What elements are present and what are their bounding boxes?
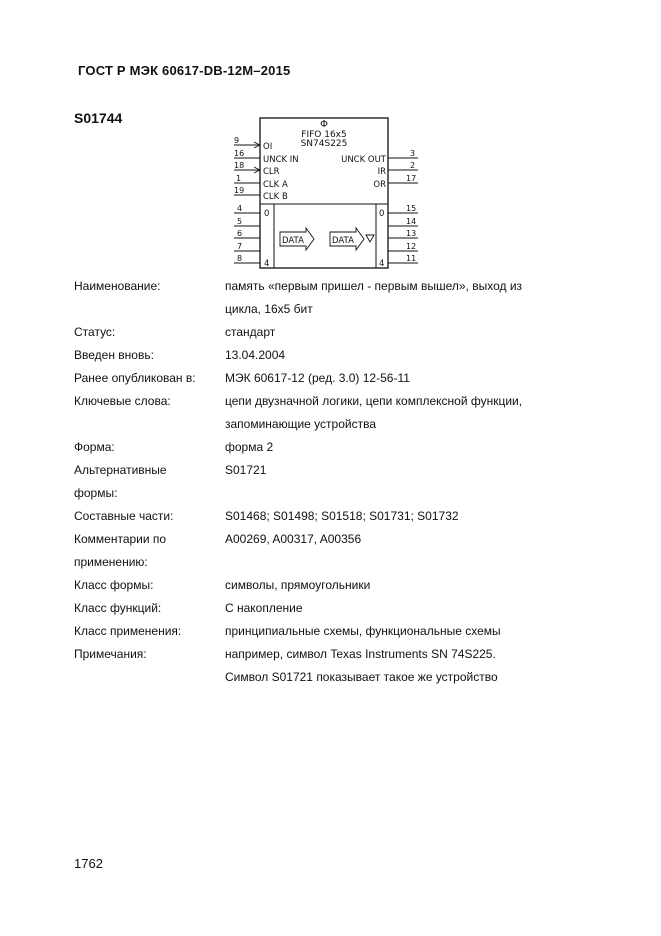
property-row xyxy=(74,574,594,597)
property-label: Альтернативные формы: xyxy=(74,463,167,500)
property-row xyxy=(74,367,594,390)
property-row xyxy=(74,643,594,689)
pin-number: 14 xyxy=(406,217,417,226)
property-label: Введен вновь: xyxy=(74,348,154,362)
data-out-arrow xyxy=(330,228,374,250)
pin-number: 17 xyxy=(406,174,417,183)
data-label: DATA xyxy=(282,236,304,246)
property-row xyxy=(74,275,594,321)
pin-number: 11 xyxy=(406,254,417,263)
property-value: форма 2 xyxy=(225,440,274,454)
property-row xyxy=(74,528,594,574)
property-row xyxy=(74,597,594,620)
property-value: символы, прямоугольники xyxy=(225,578,371,592)
bus-end-label: 4 xyxy=(379,259,385,269)
pin-number: 13 xyxy=(406,229,417,238)
property-value: S01721 xyxy=(225,463,267,477)
symbol-top-mark: Φ xyxy=(320,119,328,130)
bus-start-label: 0 xyxy=(264,209,270,219)
properties-table xyxy=(74,275,594,689)
pin-number: 8 xyxy=(237,254,243,263)
pin-number: 6 xyxy=(237,229,243,238)
pin-number: 4 xyxy=(237,204,243,213)
pin-number: 19 xyxy=(234,186,245,195)
bus-start-label: 0 xyxy=(379,209,385,219)
page-number: 1762 xyxy=(74,856,103,871)
symbol-title-1: FIFO 16x5 xyxy=(301,130,347,140)
property-value: память «первым пришел - первым вышел», выход из цикла, 16x5 бит xyxy=(225,279,523,316)
property-value: например, символ Texas Instruments SN 74S225. Символ S01721 показывает такое же устройство xyxy=(225,647,498,684)
pin-number: 3 xyxy=(410,149,416,158)
symbol-title-2: SN74S225 xyxy=(300,139,348,149)
pin-label: CLR xyxy=(263,167,280,177)
property-value: 13.04.2004 xyxy=(225,348,286,362)
pin-label: OI xyxy=(263,142,273,152)
property-label: Ранее опубликован в: xyxy=(74,371,196,385)
pin-number: 1 xyxy=(236,174,242,183)
property-row xyxy=(74,505,594,528)
property-value: принципиальные схемы, функциональные схемы xyxy=(225,624,501,638)
pin-number: 12 xyxy=(406,242,417,251)
property-row xyxy=(74,459,594,505)
right-control-pins xyxy=(341,149,418,190)
property-row xyxy=(74,620,594,643)
pin-number: 16 xyxy=(234,149,245,158)
pin-number: 15 xyxy=(406,204,417,213)
data-input-pins xyxy=(234,204,269,269)
data-output-pins xyxy=(379,204,418,269)
property-label: Ключевые слова: xyxy=(74,394,171,408)
fifo-symbol-diagram xyxy=(226,112,426,272)
output-triangle-icon xyxy=(366,235,374,242)
data-in-arrow xyxy=(280,228,314,250)
pin-label: OR xyxy=(373,180,386,190)
property-label: Составные части: xyxy=(74,509,174,523)
property-value: МЭК 60617-12 (ред. 3.0) 12-56-11 xyxy=(225,371,410,385)
left-control-pins xyxy=(234,136,299,202)
property-value: S01468; S01498; S01518; S01731; S01732 xyxy=(225,509,459,523)
pin-number: 7 xyxy=(237,242,243,251)
property-label: Форма: xyxy=(74,440,115,454)
data-label: DATA xyxy=(332,236,354,246)
property-label: Наименование: xyxy=(74,279,161,293)
pin-label: CLK A xyxy=(263,180,288,190)
pin-label: CLK B xyxy=(263,192,288,202)
property-row xyxy=(74,344,594,367)
property-label: Примечания: xyxy=(74,647,147,661)
property-label: Комментарии по применению: xyxy=(74,532,167,569)
property-row xyxy=(74,436,594,459)
property-label: Класс применения: xyxy=(74,624,182,638)
pin-number: 2 xyxy=(410,161,416,170)
pin-label: UNCK IN xyxy=(263,155,299,165)
property-row xyxy=(74,390,594,436)
pin-label: UNCK OUT xyxy=(341,155,386,165)
property-value: стандарт xyxy=(225,325,276,339)
property-label: Класс формы: xyxy=(74,578,154,592)
pin-number: 5 xyxy=(237,217,243,226)
pin-number: 18 xyxy=(234,161,245,170)
property-row xyxy=(74,321,594,344)
symbol-code: S01744 xyxy=(74,110,123,126)
bus-end-label: 4 xyxy=(264,259,270,269)
pin-label: IR xyxy=(377,167,386,177)
property-value: С накопление xyxy=(225,601,303,615)
pin-number: 9 xyxy=(234,136,240,145)
property-label: Статус: xyxy=(74,325,116,339)
property-label: Класс функций: xyxy=(74,601,162,615)
property-value: цепи двузначной логики, цепи комплексной функции, запоминающие устройства xyxy=(225,394,523,431)
document-header: ГОСТ Р МЭК 60617-DB-12M–2015 xyxy=(78,63,291,78)
property-value: A00269, A00317, A00356 xyxy=(225,532,362,546)
